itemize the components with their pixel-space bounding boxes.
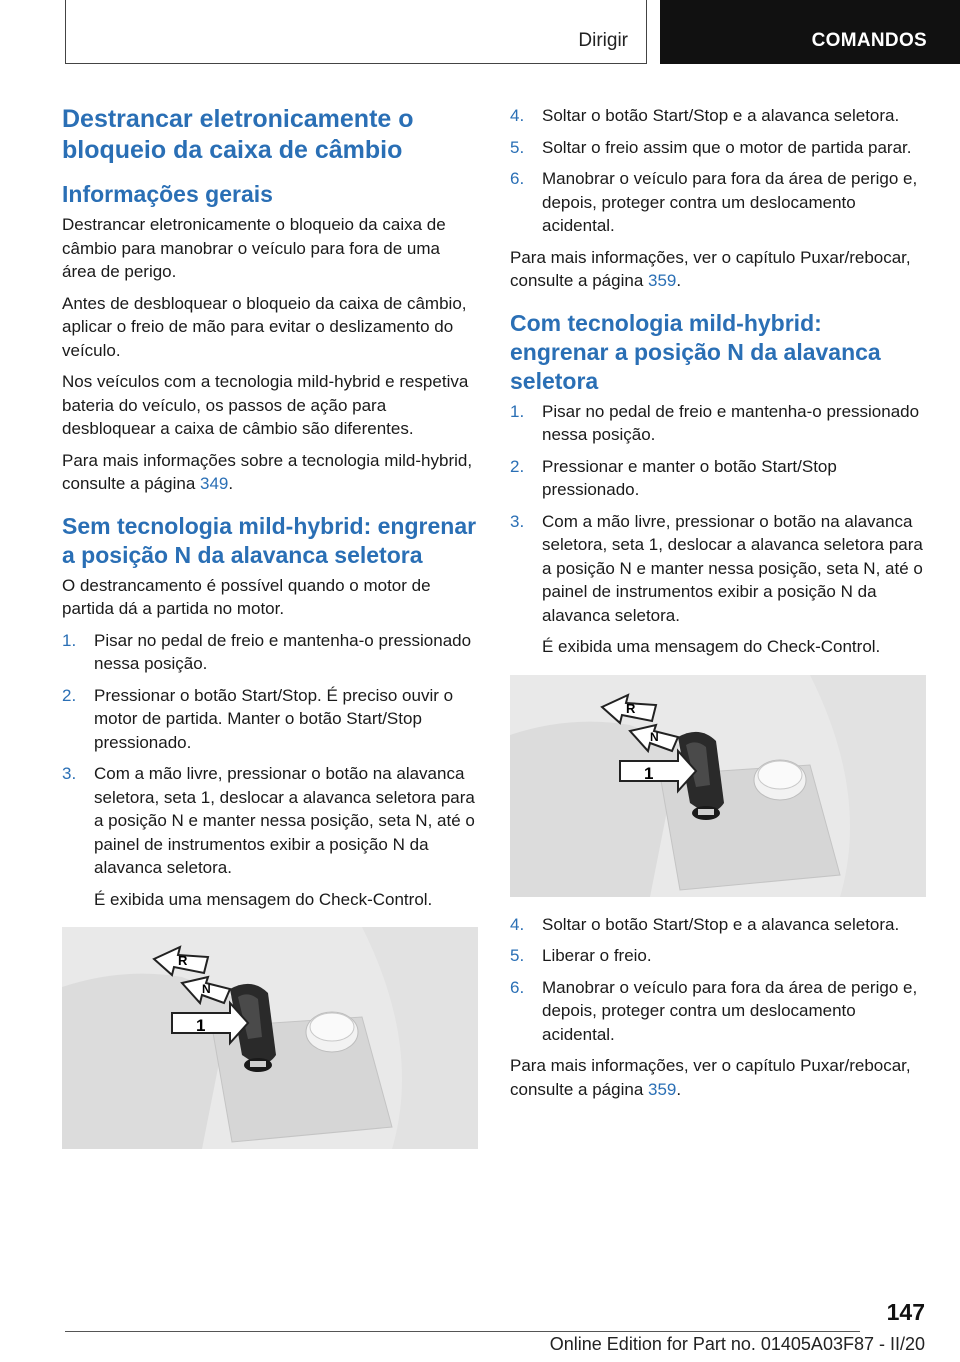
check-control-note: É exibida uma mensagem do Check-Control. (94, 889, 433, 909)
steps-list-mild-hybrid (510, 400, 926, 659)
list-item: 5. Soltar o freio assim que o motor de partida parar. (510, 137, 912, 157)
header-chapter-label: COMANDOS (811, 30, 927, 51)
page-link-349[interactable]: 349 (200, 474, 229, 493)
page-link-359[interactable]: 359 (648, 1079, 677, 1099)
page-link-359[interactable]: 359 (648, 271, 677, 290)
svg-text:N: N (650, 729, 659, 744)
more-info-a: Para mais informações, ver o capítulo Puxar/rebocar, consulte a página 359. (510, 247, 911, 290)
more-info-b: Para mais informações, ver o capítulo Puxar/rebocar, consulte a página 359. (510, 1056, 911, 1099)
info-heading: Informações gerais (62, 181, 273, 207)
info-paragraph-3: Nos veículos com a tecnologia mild-hybrid e respetiva bateria do veículo, os passos de ação para desbloquear a caixa de câmbio são diferentes. (62, 372, 469, 438)
list-item: 1. Pisar no pedal de freio e mantenha-o pressionado nessa posição. (510, 401, 920, 444)
info-paragraph-2: Antes de desbloquear o bloqueio da caixa de câmbio, aplicar o freio de mão para evitar o deslizamento do veículo. (62, 293, 467, 360)
sem-mild-hybrid-heading: Sem tecnologia mild-hybrid: engrenar a posição N da alavanca seletora (62, 512, 477, 568)
info-paragraph-1: Destrancar eletronicamente o bloqueio da caixa de câmbio para manobrar o veículo para fora de uma área de perigo. (62, 215, 446, 281)
page-number: 147 (886, 1299, 925, 1325)
com-mild-hybrid-heading: Com tecnologia mild-hybrid: engrenar a posição N da alavanca seletora (510, 309, 881, 394)
sem-intro: O destrancamento é possível quando o motor de partida dá a partida no motor. (62, 575, 431, 618)
list-item: 6. Manobrar o veículo para fora da área de perigo e, depois, proteger contra um deslocamento acidental. (510, 169, 918, 235)
footer-divider (65, 1331, 860, 1332)
header-chapter-tab (660, 0, 960, 64)
steps-list (62, 629, 478, 912)
info-paragraph-4: Para mais informações sobre a tecnologia mild-hybrid, consulte a página 349. (62, 450, 473, 493)
svg-text:R: R (626, 700, 636, 716)
svg-text:N: N (202, 982, 211, 996)
page-title: Destrancar eletronicamente o bloqueio da caixa de câmbio (62, 105, 414, 164)
list-item: 4. Soltar o botão Start/Stop e a alavanca seletora. (510, 914, 900, 934)
gear-selector-illustration (62, 927, 478, 1149)
right-column (510, 104, 926, 1109)
svg-text:1: 1 (644, 763, 654, 783)
list-item: 3. Com a mão livre, pressionar o botão na alavanca seletora, seta 1, deslocar a alavanca seletora para a posição N e manter nessa posição, seta N, até o painel de instrumentos exibir a posição N da alavanca seletora. É exibida uma mensagem do Check-Control. (62, 762, 478, 911)
list-item: 1. Pisar no pedal de freio e mantenha-o pressionado nessa posição. (62, 630, 472, 673)
header-section-label: Dirigir (578, 30, 628, 51)
check-control-note: É exibida uma mensagem do Check-Control. (542, 637, 881, 656)
steps-list-continued (510, 104, 926, 238)
list-item: 6. Manobrar o veículo para fora da área de perigo e, depois, proteger contra um deslocamento acidental. (510, 977, 918, 1044)
left-column (62, 104, 478, 1165)
footer-edition: Online Edition for Part no. 01405A03F87 - II/20 (549, 1334, 925, 1354)
list-item: 5. Liberar o freio. (510, 946, 652, 965)
list-item: 4. Soltar o botão Start/Stop e a alavanca seletora. (510, 106, 900, 125)
gear-selector-illustration (510, 675, 926, 897)
list-item: 2. Pressionar e manter o botão Start/Stop pressionado. (510, 456, 837, 499)
header-section-tab (65, 0, 647, 64)
list-item: 3. Com a mão livre, pressionar o botão na alavanca seletora, seta 1, deslocar a alavanca seletora para a posição N e manter nessa posição, seta N, até o painel de instrumentos exibir a posição N da alavanca seletora. É exibida uma mensagem do Check-Control. (510, 510, 926, 659)
svg-text:R: R (178, 953, 188, 968)
svg-text:1: 1 (196, 1016, 206, 1035)
list-item: 2. Pressionar o botão Start/Stop. É preciso ouvir o motor de partida. Manter o botão Start/Stop pressionado. (62, 685, 454, 752)
steps-list-mild-hybrid-continued (510, 913, 926, 1047)
